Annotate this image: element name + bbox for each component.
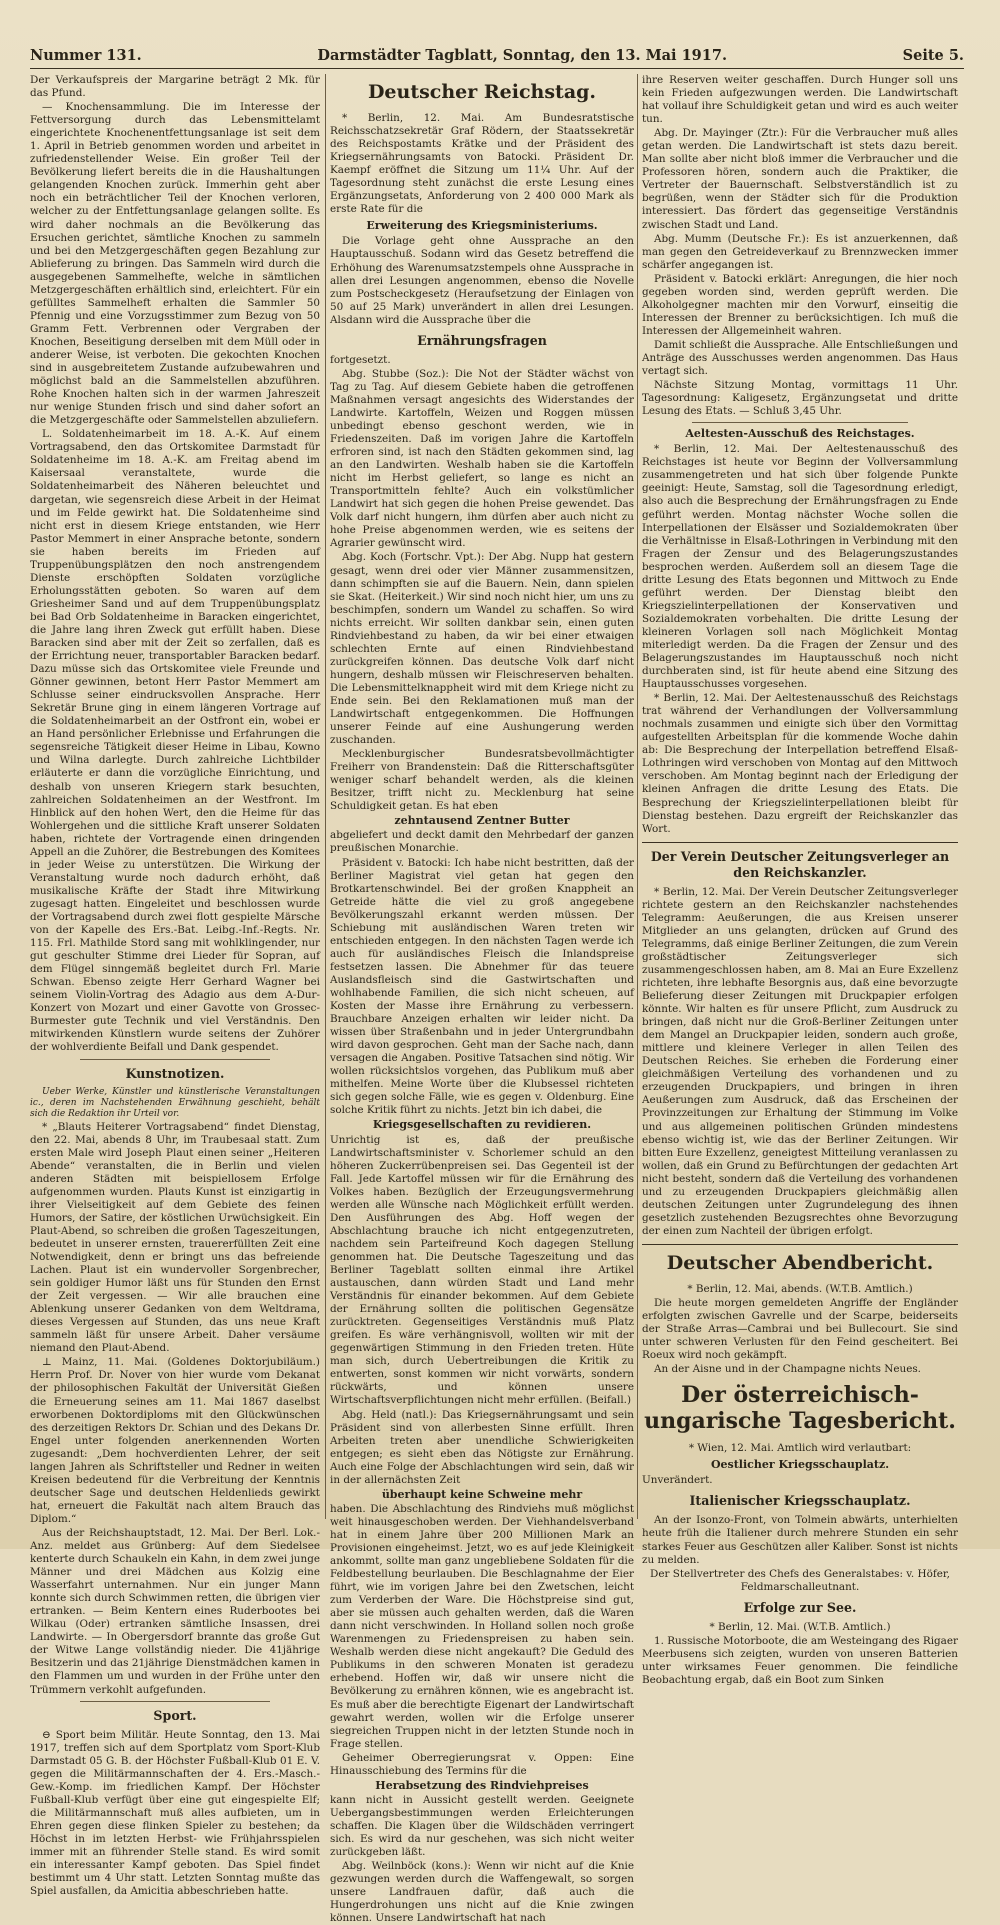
dateline: * Berlin, 12. Mai, abends. (W.T.B. Amtlich.)	[687, 1282, 913, 1295]
column-rule	[325, 74, 326, 1519]
article-paragraph: abgeliefert und deckt damit den Mehrbedarf der ganzen preußischen Monarchie.	[330, 829, 634, 855]
article-paragraph: ⊖ Sport beim Militär. Heute Sonntag, den 13. Mai 1917, treffen sich auf dem Sportplatz vom Sport-Klub Darmstadt 05 G. B. der Höchster Fußball-Klub 01 E. V. gegen die Militärmannschaften der 4. Ers.-Masch.-Gew.-Komp. im friedlichen Kampf. Der Höchster Fußball-Klub verfügt über eine gut eingespielte Elf; die Militärmannschaft muß alles aufbieten, um in Ehren gegen diese flinken Spieler zu bestehen; da Höchst in im letzten Herbst- wie Frühjahrsspielen immer mit an führender Stelle stand. Es wird somit ein interessanter Kampf geboten. Das Spiel findet bestimmt um 4 Uhr statt. Letzten Sonntag mußte das Spiel ausfallen, da Amicitia abbeschrieben hatte.	[30, 1728, 320, 1898]
article-paragraph: Abg. Mumm (Deutsche Fr.): Es ist anzuerkennen, daß man gegen den Getreideverkauf zu Brennzwecken immer schärfer angegangen ist.	[642, 232, 958, 271]
column-2	[330, 74, 634, 1925]
article-paragraph: haben. Die Abschlachtung des Rindviehs muß möglichst weit hinausgeschoben werden. Der Viehhandelsverband hat in einem Jahre über 200 Millionen Mark an Provisionen eingeheimst. Jetzt, wo es auf jede Kleinigkeit ankommt, sollte man ganz ungebliebene Soldaten für die Feldbestellung beurlauben. Die Beschlagnahme der Eier führt, wie im vorigen Jahre bei den Zwetschen, leicht zum Verderben der Ware. Die Höchstpreise sind gut, aber sie müssen auch gehalten werden, daß die Waren dann nicht verschwinden. In Holland sollen noch große Warenmengen zu Friedenspreisen zu haben sein. Weshalb werden diese nicht angekauft? Die Geduld des Publikums in den schweren Monaten ist geradezu erhebend. Hoffen wir, daß wir unsere nicht die Bevölkerung zu ernähren können, wie es angebracht ist. Es muß aber die berechtigte Eigenart der Landwirtschaft gewahrt werden, wollen wir die Erfolge unserer siegreichen Truppen nicht in der letzten Stunde noch in Frage stellen.	[330, 1502, 634, 1750]
page-number: Seite 5.	[902, 46, 964, 64]
article-paragraph: Damit schließt die Aussprache. Alle Entschließungen und Anträge des Ausschusses werden angenommen. Das Haus vertagt sich.	[642, 338, 958, 378]
article-paragraph: Abg. Stubbe (Soz.): Die Not der Städter wächst von Tag zu Tag. Auf diesem Gebiete haben die getroffenen Maßnahmen versagt angesichts des Widerstandes der Landwirte. Kartoffeln, Weizen und Roggen müssen unbedingt ebenso geschont werden, wie in Friedenszeiten. Daß im vorigen Jahre die Kartoffeln erfroren sind, ist nach den Städten gekommen sind, lag an den Landwirten. Weshalb haben sie die Kartoffeln nicht im Herbst geliefert, so lange es nicht an Transportmitteln fehlte? Auch ein volkstümlicher Landwirt hat sich gegen die hohen Preise gewendet. Das Volk darf nicht hungern, ihm dürfen aber auch nicht zu hohe Preise abgenommen werden, wie es seitens der Agrarier gewünscht wird.	[330, 367, 634, 550]
section-heading: Deutscher Reichstag.	[367, 81, 597, 103]
article-paragraph: Abg. Weilnböck (kons.): Wenn wir nicht auf die Knie gezwungen werden durch die Waffengewalt, so sorgen unsere Landfrauen dafür, daß auch die Hungerdrohungen uns nicht auf die Knie zwingen können. Unsere Landwirtschaft hat nach	[330, 1860, 634, 1925]
subheading: Aeltesten-Ausschuß des Reichstages.	[685, 427, 915, 441]
section-heading: Sport.	[153, 1707, 197, 1723]
separator	[80, 1059, 270, 1060]
article-paragraph: * „Blauts Heiterer Vortragsabend“ findet Dienstag, den 22. Mai, abends 8 Uhr, im Traubesaal statt. Zum ersten Male wird Joseph Plaut einen seiner „Heiteren Abende“ veranstalten, die in Berlin und vielen anderen Städten mit beispiellosem Erfolge aufgenommen wurden. Plauts Kunst ist einzigartig in ihrer Vielseitigkeit auf dem Gebiete des feinen Humors, der Satire, der köstlichen Urwüchsigkeit. Ein Plaut-Abend, so schreiben die großen Tageszeitungen, bedeutet in unserer ernsten, trauererfüllten Zeit eine Notwendigkeit, denn er bringt uns das befreiende Lachen. Plaut ist ein wundervoller Sorgenbrecher, sein goldiger Humor läßt uns für Stunden den Ernst der Zeit vergessen. — Wir alle brauchen eine Ablenkung unserer Gedanken von dem Weltdrama, dieses Vergessen auf Stunden, das uns neue Kraft sammeln läßt für unsere Arbeit. Daher versäume niemand den Plaut-Abend.	[30, 1120, 320, 1355]
subheading: überhaupt keine Schweine mehr	[381, 1487, 583, 1501]
article-paragraph: Unverändert.	[642, 1474, 713, 1487]
signature-line: Der Stellvertreter des Chefs des Generalstabes: v. Höfer, Feldmarschalleutnant.	[650, 1567, 950, 1593]
article-paragraph: * Berlin, 12. Mai. Am Bundesratstische Reichsschatzsekretär Graf Rödern, der Staatssekretär des Reichspostamts Krätke und der Präsident des Kriegsernährungsamts von Batocki. Präsident Dr. Kaempf eröffnet die Sitzung um 11¼ Uhr. Auf der Tagesordnung steht zunächst die erste Lesung eines Ergänzungsetats, Anforderung von 2 400 000 Mark als erste Rate für die	[330, 112, 634, 216]
article-paragraph: An der Aisne und in der Champagne nichts Neues.	[654, 1363, 921, 1376]
article-paragraph: 1. Russische Motorboote, die am Westeingang des Rigaer Meerbusens sich zeigten, wurden von unseren Batterien unter wirksames Feuer genommen. Die feindliche Beobachtung ergab, daß ein Boot zum Sinken	[642, 1634, 958, 1686]
article-paragraph: * Berlin, 12. Mai. Der Verein Deutscher Zeitungsverleger richtete gestern an den Reichskanzler nachstehendes Telegramm: Aeußerungen, die aus Kreisen unserer Mitglieder an uns gelangten, drücken auf Grund des Telegramms, daß einige Berliner Zeitungen, die zum Verein großstädtischer Zeitungsverleger sich zusammengeschlossen haben, am 8. Mai an Eure Exzellenz richteten, ihre lebhafte Besorgnis aus, daß eine bevorzugte Belieferung dieser Zeitungen mit Druckpapier erfolgen könnte. Wir halten es für unsere Pflicht, zum Ausdruck zu bringen, daß nicht nur die Groß-Berliner Zeitungen unter dem Mangel an Druckpapier leiden, sondern auch große, mittlere und kleinere Verleger in allen Teilen des Deutschen Reiches. Sie erheben die Forderung einer gleichmäßigen Verteilung des vorhandenen und zu erzeugenden Druckpapiers, und bringen in ihren Aeußerungen zum Ausdruck, daß das Erscheinen der Provinzzeitungen zur Erhaltung der Stimmung im Volke und aus allgemeinen politischen Gründen mindestens ebenso wichtig ist, wie das der Berliner Zeitungen. Wir bitten Eure Exzellenz, geneigtest Mitteilung veranlassen zu wollen, daß ein Grund zu Befürchtungen der gedachten Art nicht besteht, sondern daß die Verteilung des vorhandenen und zu erzeugenden Druckpapiers gleichmäßig allen deutschen Zeitungen unter Zugrundelegung des ihnen gesetzlich zustehenden Bezugsrechtes ohne Bevorzugung der einen zum Nachteil der übrigen erfolgt.	[642, 885, 958, 1237]
subheading: Erweiterung des Kriegsministeriums.	[366, 219, 598, 233]
article-paragraph: L. Soldatenheimarbeit im 18. A.-K. Auf einem Vortragsabend, den das Ortskomitee Darmstadt für Soldatenheime im 18. A.-K. am Freitag abend im Kaisersaal veranstaltete, wurde die Soldatenheimarbeit des Näheren beleuchtet und dargetan, wie segensreich diese Arbeit in der Heimat und im Felde gewirkt hat. Die Soldatenheime sind nicht erst in diesem Kriege entstanden, wie Herr Pastor Memmert in einer Ansprache betonte, sondern sie haben bereits im Frieden auf Truppenübungsplätzen den noch anstrengendem Dienste erschöpften Soldaten vorzügliche Erholungsstätten geboten. So waren auf dem Griesheimer Sand und auf dem Truppenübungsplatz bei Bad Orb Soldatenheime in Baracken eingerichtet, die Jahre lang ihren Zweck gut erfüllt haben. Diese Baracken sind aber mit der Zeit so zerfallen, daß es der Errichtung neuer, transportabler Baracken bedarf. Dazu müsse sich das Ortskomitee viele Freunde und Gönner gewinnen, betont Herr Pastor Memmert am Schlusse seiner eindrucksvollen Ansprache. Herr Sekretär Brune ging in einem längeren Vortrage auf die Soldatenheimarbeit an der Ostfront ein, wobei er an Hand persönlicher Erlebnisse und Erfahrungen die segensreiche Tätigkeit dieser Heime in Libau, Kowno und Wilna darlegte. Durch zahlreiche Lichtbilder erläuterte er dann die vorzügliche Einrichtung, und deshalb von unseren Kriegern stark besuchten, zahlreichen Soldatenheimen an der Westfront. Im Hinblick auf den hohen Wert, den die Heime für das Wohlergehen und die sittliche Kraft unserer Soldaten haben, richtete der Vortragende einen dringenden Appell an die Zuhörer, die Bestrebungen des Komitees in jeder Weise zu unterstützen. Die Wirkung der Veranstaltung wurde noch dadurch erhöht, daß musikalische Kräfte der Stadt ihre Mitwirkung zugesagt hatten. Eingeleitet und beschlossen wurde der Vortragsabend durch zwei flott gespielte Märsche von der Kapelle des Ers.-Bat. Leibg.-Inf.-Regts. Nr. 115. Frl. Mathilde Stord sang mit wohlklingender, nur gut geschulter Stimme drei Lieder für Sopran, auf dem Flügel sinngemäß begleitet durch Frl. Marie Schwan. Ebenso zeigte Herr Gerhard Wagner bei seinem Violin-Vortrag des Adagio aus dem A-Dur-Konzert von Mozart und einer Gavotte von Grossec-Burmester gute Technik und viel Verständnis. Den mitwirkenden Künstlern wurde seitens der Zuhörer der wohlverdiente Beifall und Dank gespendet.	[30, 428, 320, 1054]
article-paragraph: — Knochensammlung. Die im Interesse der Fettversorgung durch das Lebensmittelamt eingerichtete Knochenentfettungsanlage ist seit dem 1. April in Betrieb genommen worden und arbeitet in zufriedenstellender Weise. Ein großer Teil der Bevölkerung liefert bereits die in die Haushaltungen gelangenden Knochen zurück. Immerhin geht aber noch ein beträchtlicher Teil der Knochen verloren, welcher zu der Entfettungsanlage gelangen sollte. Es wird daher nochmals an die Bevölkerung das Ersuchen gerichtet, sämtliche Knochen zu sammeln und bei den Metzgergeschäften gegen Bezahlung zur Ablieferung zu bringen. Das Sammeln wird durch die ausgegebenen Sammelhefte, welche in sämtlichen Metzgergeschäften erhältlich sind, erleichtert. Für ein gefülltes Sammelheft erhalten die Sammler 50 Pfennig und eine Vorzugsstimmer zum Bezug von 50 Gramm Fett. Verbrennen oder Vergraben der Knochen, Beseitigung derselben mit dem Müll oder in anderer Weise, ist verboten. Die gekochten Knochen sind in ausgebreitetem Zustande aufzubewahren und möglichst bald an die Sammelstellen abzuführen. Rohe Knochen halten sich in der warmen Jahreszeit nur wenige Stunden frisch und sind daher sofort an die Metzgergeschäfte oder Sammelstellen abzuliefern.	[30, 101, 320, 427]
section-heading: Kunstnotizen.	[125, 1065, 225, 1081]
article-paragraph: Abg. Koch (Fortschr. Vpt.): Der Abg. Nupp hat gestern gesagt, wenn drei oder vier Männer zusammensitzen, dann schimpften sie auf die Bauern. Nein, dann spielen sie Skat. (Heiterkeit.) Wir sind noch nicht hier, um uns zu beschimpfen, sondern um Wandel zu schaffen. So wird nichts erreicht. Wir sollten dankbar sein, einen guten Rindviehbestand zu haben, da wir bei einer etwaigen schlechten Ernte auf einen Rindviehbestand zurückgreifen können. Das deutsche Volk darf nicht hungern, deshalb müssen wir Fleischreserven behalten. Die Lebensmittelknappheit wird mit dem Kriege nicht zu Ende sein. Bei den Reklamationen muß man der Landwirtschaft entgegenkommen. Die Hoffnungen unserer Feinde auf eine Aushungerung werden zuschanden.	[330, 551, 634, 747]
column-rule	[637, 74, 638, 1519]
article-paragraph: kann nicht in Aussicht gestellt werden. Geeignete Uebergangsbestimmungen werden Erleichterungen schaffen. Die Klagen über die Wildschäden verringert sich. Es wird da nur geschehen, was sich nicht weiter zurückgeben läßt.	[330, 1793, 634, 1859]
editorial-note: Ueber Werke, Künstler und künstlerische Veranstaltungen ic., deren im Nachstehenden Erwähnung geschieht, behält sich die Redaktion ihr Urteil vor.	[30, 1086, 320, 1119]
article-paragraph: An der Isonzo-Front, von Tolmein abwärts, unterhielten heute früh die Italiener durch mehrere Stunden ein sehr starkes Feuer aus Geschützen aller Kaliber. Sonst ist nichts zu melden.	[642, 1514, 958, 1566]
issue-number: Nummer 131.	[30, 46, 142, 64]
section-heading: Der Verein Deutscher Zeitungsverleger an den Reichskanzler.	[650, 848, 950, 880]
subheading: zehntausend Zentner Butter	[394, 814, 570, 828]
separator	[642, 842, 958, 843]
article-paragraph: Nächste Sitzung Montag, vormittags 11 Uhr. Tagesordnung: Kaligesetz, Ergänzungsetat und dritte Lesung des Etats. — Schluß 3,45 Uhr.	[642, 379, 958, 418]
subheading: Herabsetzung des Rindviehpreises	[375, 1778, 589, 1792]
article-paragraph: Präsident v. Batocki: Ich habe nicht bestritten, daß der Berliner Magistrat viel getan hat gegen den Brotkartenschwindel. Bei der großen Knappheit an Getreide hätte die viel zu groß angegebene Bevölkerungszahl erkannt werden müssen. Der Schiebung mit ausländischen Waren treten wir entschieden entgegen. In den nächsten Tagen werde ich auch für ausländisches Fleisch die Inlandspreise festsetzen lassen. Die Abnehmer für das teuere Auslandsfleisch sind die Gastwirtschaften und wohlhabende Familien, die sich nicht scheuen, auf Kosten der Masse ihre Ernährung zu verbessern. Brauchbare Anzeigen erhalten wir leider nicht. Da wissen über Straßenbahn und in jeder Untergrundbahn wird davon gesprochen. Geht man der Sache nach, dann versagen die Angaben. Positive Tatsachen sind nötig. Wir wollen rücksichtslos vorgehen, das Publikum muß aber mithelfen. Meine Worte über die Klubsessel richteten sich gegen solche Fälle, wie es gegen v. Oldenburg. Eine solche Kritik führt zu nichts. Jetzt bin ich dabei, die	[330, 856, 634, 1117]
article-paragraph: Abg. Held (natl.): Das Kriegsernährungsamt und sein Präsident sind von allerbesten Sinne erfüllt. Ihren Arbeiten treten aber unendliche Schwierigkeiten entgegen; es sieht eben das Nötigste zur Ernährung. Auch eine Folge der Abschlachtungen wird sein, daß wir in der allernächsten Zeit	[330, 1408, 634, 1486]
article-paragraph: Aus der Reichshauptstadt, 12. Mai. Der Berl. Lok.-Anz. meldet aus Grünberg: Auf dem Siedelsee kenterte durch Schaukeln ein Kahn, in dem zwei junge Männer und drei Mädchen aus Kolzig eine Wasserfahrt unternahmen. Nur ein junger Mann konnte sich durch Schwimmen retten, die übrigen vier ertranken. — Beim Kentern eines Ruderbootes bei Wilkau (Oder) ertranken sämtliche Insassen, drei Landwirte. — In Obergersdorf brannte das große Gut der Witwe Lange vollständig nieder. Die 41jährige Besitzerin und das 21jährige Dienstmädchen kamen in den Flammen um und wurden in der Frühe unter den Trümmern verkohlt aufgefunden.	[30, 1526, 320, 1696]
article-paragraph: Geheimer Oberregierungsrat v. Oppen: Eine Hinausschiebung des Termins für die	[330, 1751, 634, 1777]
separator	[692, 422, 908, 423]
dateline: * Wien, 12. Mai. Amtlich wird verlautbart:	[688, 1442, 912, 1455]
dateline: * Berlin, 12. Mai. (W.T.B. Amtlich.)	[709, 1620, 891, 1633]
article-paragraph: fortgesetzt.	[330, 353, 391, 366]
article-paragraph: * Berlin, 12. Mai. Der Aeltestenausschuß des Reichstages ist heute vor Beginn der Vollversammlung zusammengetreten und hat sich über folgende Punkte geeinigt: Heute, Samstag, soll die Tagesordnung erledigt, also auch die Besprechung der Ernährungsfragen zu Ende geführt werden. Montag nächster Woche sollen die Interpellationen der Elsässer und Sozialdemokraten über die Verhältnisse in Elsaß-Lothringen in Verbindung mit den Fragen der Zensur und des Belagerungszustandes besprochen werden. Außerdem soll an diesem Tage die dritte Lesung des Etats begonnen und Mittwoch zu Ende geführt werden. Der Dienstag bleibt den Kriegszielinterpellationen der Konservativen und Sozialdemokraten vorbehalten. Die dritte Lesung der kleineren Vorlagen soll nach Möglichkeit Montag miterledigt werden. Da die Fragen der Zensur und des Belagerungszustandes im Hauptausschuß noch nicht durchberaten sind, ist für heute abend eine Sitzung des Hauptausschusses vorgesehen.	[642, 443, 958, 691]
section-heading: Der österreichisch-ungarische Tagesbericht.	[644, 1382, 956, 1435]
subheading: Oestlicher Kriegsschauplatz.	[710, 1458, 890, 1472]
article-paragraph: Mecklenburgischer Bundesratsbevollmächtigter Freiherr von Brandenstein: Daß die Ritterschaftsgüter weniger scharf behandelt werden, als die kleinen Besitzer, trifft nicht zu. Mecklenburg hat seine Schuldigkeit getan. Es hat eben	[330, 748, 634, 813]
article-paragraph: Der Verkaufspreis der Margarine beträgt 2 Mk. für das Pfund.	[30, 74, 320, 100]
separator	[642, 1244, 958, 1245]
masthead-title: Darmstädter Tagblatt, Sonntag, den 13. Mai 1917.	[317, 46, 727, 64]
section-heading: Erfolge zur See.	[743, 1599, 857, 1615]
article-paragraph: Abg. Dr. Mayinger (Ztr.): Für die Verbraucher muß alles getan werden. Die Landwirtschaft ist stets dazu bereit. Man sollte aber nicht bloß immer die Verbraucher und die Professoren hören, sondern auch die Praktiker, die Vertreter der Bauernschaft. Selbstverständlich ist zu begrüßen, wenn der Städter sich für die Produktion interessiert. Das fördert das gegenseitige Verständnis zwischen Stadt und Land.	[642, 127, 958, 231]
column-1	[30, 74, 320, 1898]
subheading: Kriegsgesellschaften zu revidieren.	[372, 1118, 592, 1132]
article-paragraph: ihre Reserven weiter geschaffen. Durch Hunger soll uns kein Frieden aufgezwungen werden. Die Landwirtschaft hat vollauf ihre Schuldigkeit getan und wird es auch weiter tun.	[642, 74, 958, 126]
article-paragraph: ⊥ Mainz, 11. Mai. (Goldenes Doktorjubiläum.) Herrn Prof. Dr. Nover von hier wurde vom Dekanat der philosophischen Fakultät der Universität Gießen die Erneuerung seines am 11. Mai 1867 daselbst erworbenen Doktordiploms mit den Glückwünschen des derzeitigen Rektors Dr. Schian und des Dekans Dr. Engel unter folgenden anerkennenden Worten zugesandt: „Dem hochverdienten Lehrer, der seit langen Jahren als Schriftsteller und Redner in weiten Kreisen bedeutend für die Verbreitung der Kenntnis deutscher Sage und deutschen Heldenlieds gewirkt hat, erneuert die Fakultät nach altem Brauch das Diplom.“	[30, 1356, 320, 1525]
section-heading: Deutscher Abendbericht.	[666, 1251, 934, 1274]
article-paragraph: Die Vorlage geht ohne Aussprache an den Hauptausschuß. Sodann wird das Gesetz betreffend die Erhöhung des Warenumsatzstempels ohne Aussprache in allen drei Lesungen angenommen, ebenso die Novelle zum Postscheckgesetz (Heraufsetzung der Einlagen von 50 auf 25 Mark) unverändert in allen drei Lesungen. Alsdann wird die Aussprache über die	[330, 235, 634, 326]
article-paragraph: Unrichtig ist es, daß der preußische Landwirtschaftsminister v. Schorlemer schuld an den höheren Zuckerrübenpreisen sei. Das Gegenteil ist der Fall. Jede Kartoffel müssen wir für die Ernährung des Volkes haben. Bezüglich der Erzeugungsvermehrung werden alle Wünsche nach Möglichkeit erfüllt werden. Den Ausführungen des Abg. Hoff wegen der Abschlachtung brauche ich nicht entgegenzutreten, nachdem sein Parteifreund Koch dagegen Stellung genommen hat. Die Deutsche Tageszeitung und das Berliner Tageblatt sollten einmal ihre Artikel austauschen, dann würden Stadt und Land mehr Verständnis für einander bekommen. Auf dem Gebiete der Ernährung sollten die politischen Gegensätze zurücktreten. Gegenseitiges Verständnis muß Platz greifen. Es wäre verhängnisvoll, wollten wir mit der gegenwärtigen Stimmung in den Frieden treten. Hüte man sich, durch Uebertreibungen die Kritik zu entwerten, sonst kommen wir nicht vorwärts, sondern rückwärts, und können unsere Wirtschaftsverpflichtungen nicht mehr erfüllen. (Beifall.)	[330, 1133, 634, 1407]
column-3	[642, 74, 958, 1686]
article-paragraph: Die heute morgen gemeldeten Angriffe der Engländer erfolgten zwischen Gavrelle und der Scarpe, beiderseits der Straße Arras—Cambrai und bei Bullecourt. Sie sind unter schweren Verlusten für den Feind gescheitert. Bei Roeux wird noch gekämpft.	[642, 1296, 958, 1362]
masthead	[30, 42, 964, 69]
article-paragraph: Präsident v. Batocki erklärt: Anregungen, die hier noch gegeben worden sind, werden geprüft werden. Die Alkoholgegner machten mir den Vorwurf, einseitig die Interessen der Brenner zu berücksichtigen. Ich muß die Interessen der Allgemeinheit wahren.	[642, 272, 958, 337]
subheading: Italienischer Kriegsschauplatz.	[689, 1493, 911, 1509]
article-paragraph: * Berlin, 12. Mai. Der Aeltestenausschuß des Reichstags trat während der Verhandlungen der Vollversammlung nochmals zusammen und einigte sich über den Vormittag aufgestellten Arbeitsplan für die kommende Woche dahin ab: Die Besprechung der Interpellation betreffend Elsaß-Lothringen wird verschoben von Montag auf den Mittwoch verschoben. Am Montag beginnt nach der Erledigung der kleinen Anfragen die dritte Lesung des Etats. Die Besprechung der Kriegszielinterpellationen bleibt für Dienstag bestehen. Dazu ergreift der Reichskanzler das Wort.	[642, 692, 958, 835]
subheading: Ernährungsfragen	[417, 332, 547, 348]
separator	[80, 1701, 270, 1702]
